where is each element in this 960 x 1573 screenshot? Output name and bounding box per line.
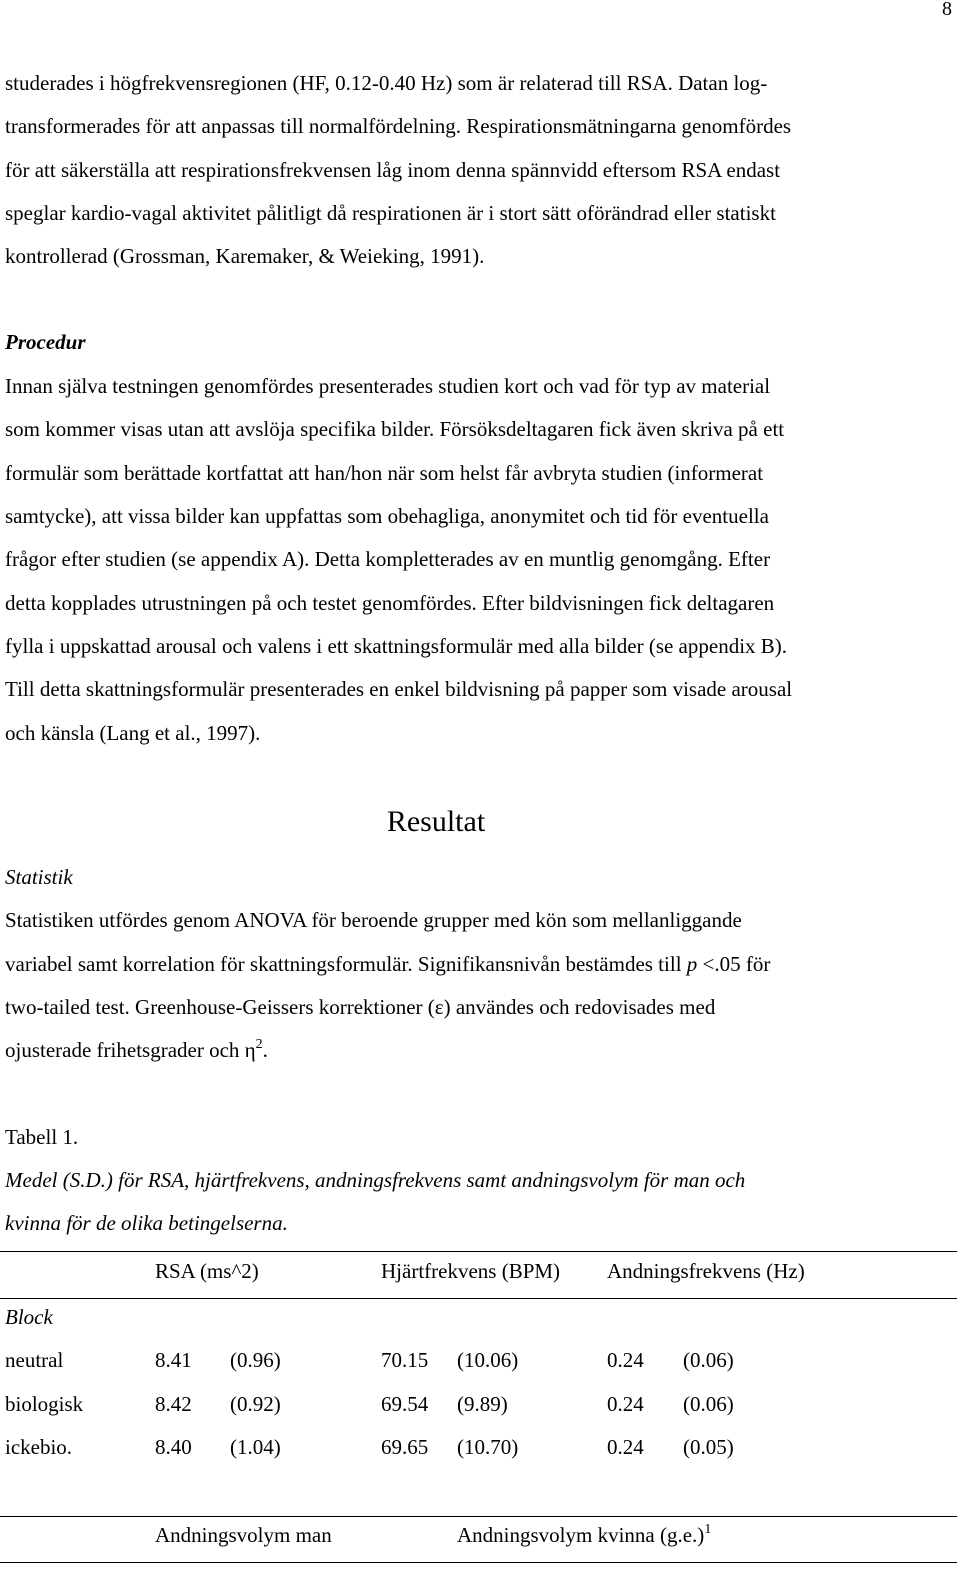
rsa-mean: 8.40 (155, 1435, 192, 1459)
table-bottom-rule (0, 1562, 957, 1563)
rf-mean: 0.24 (607, 1348, 644, 1372)
column-header-respiration-rate: Andningsfrekvens (Hz) (607, 1259, 805, 1283)
rsa-sd: (0.92) (230, 1392, 281, 1416)
text-line: two-tailed test. Greenhouse-Geissers korrektioner (ε) användes och redovisades med (5, 995, 716, 1019)
text-line: frågor efter studien (se appendix A). Detta kompletterades av en muntlig genomgång. Efter (5, 547, 771, 571)
footnote-marker: 1 (704, 1522, 712, 1537)
table-header-rule (0, 1298, 957, 1299)
hr-sd: (9.89) (457, 1392, 508, 1416)
text-line: kontrollerad (Grossman, Karemaker, & Weieking, 1991). (5, 244, 485, 268)
rsa-mean: 8.42 (155, 1392, 192, 1416)
column-header-volume-woman (457, 1523, 711, 1548)
row-label: ickebio. (5, 1435, 73, 1459)
table-top-rule (0, 1251, 957, 1252)
table-label: Tabell 1. (5, 1125, 79, 1149)
superscript: 2 (255, 1037, 263, 1052)
text-line: Innan själva testningen genomfördes presenterades studien kort och vad för typ av material (5, 374, 771, 398)
text-line: detta kopplades utrustningen på och testet genomfördes. Efter bildvisningen fick deltagaren (5, 591, 775, 615)
block-label: Block (5, 1305, 53, 1329)
table-caption-line: Medel (S.D.) för RSA, hjärtfrekvens, andningsfrekvens samt andningsvolym för man och (5, 1168, 746, 1192)
text-line (5, 1029, 955, 1072)
hr-mean: 70.15 (381, 1348, 429, 1372)
row-label: neutral (5, 1348, 64, 1372)
rsa-sd: (1.04) (230, 1435, 281, 1459)
rf-mean: 0.24 (607, 1392, 644, 1416)
hr-sd: (10.70) (457, 1435, 519, 1459)
text-line: speglar kardio-vagal aktivitet pålitligt då respirationen är i stort sätt oförändrad eller statiskt (5, 201, 776, 225)
header-text: Andningsvolym kvinna (g.e.) (457, 1523, 705, 1547)
rf-sd: (0.06) (683, 1348, 734, 1372)
statistics-heading: Statistik (5, 865, 73, 889)
p-symbol: p (686, 952, 698, 976)
rf-sd: (0.05) (683, 1435, 734, 1459)
table-section-rule (0, 1516, 957, 1517)
column-header-rsa: RSA (ms^2) (155, 1259, 259, 1283)
text-line: studerades i högfrekvensregionen (HF, 0.12-0.40 Hz) som är relaterad till RSA. Datan log- (5, 71, 768, 95)
rf-mean: 0.24 (607, 1435, 644, 1459)
text-line: för att säkerställa att respirationsfrekvensen låg inom denna spännvidd eftersom RSA endast (5, 158, 781, 182)
text-segment: variabel samt korrelation för skattningsformulär. Signifikansnivån bestämdes till (5, 952, 687, 976)
hr-mean: 69.65 (381, 1435, 429, 1459)
procedure-heading: Procedur (5, 330, 86, 354)
column-header-volume-man: Andningsvolym man (155, 1523, 332, 1547)
rf-sd: (0.06) (683, 1392, 734, 1416)
text-line (5, 943, 955, 986)
text-segment: . (262, 1038, 268, 1062)
text-line: fylla i uppskattad arousal och valens i ett skattningsformulär med alla bilder (se appendix B). (5, 634, 788, 658)
rsa-mean: 8.41 (155, 1348, 192, 1372)
table-caption-line: kvinna för de olika betingelserna. (5, 1211, 288, 1235)
text-line: Statistiken utfördes genom ANOVA för beroende grupper med kön som mellanliggande (5, 908, 742, 932)
page-number: 8 (942, 0, 952, 20)
text-line: Till detta skattningsformulär presenterades en enkel bildvisning på papper som visade arousal (5, 677, 793, 701)
text-line: formulär som berättade kortfattat att han/hon när som helst får avbryta studien (informerat (5, 461, 764, 485)
row-label: biologisk (5, 1392, 84, 1416)
rsa-sd: (0.96) (230, 1348, 281, 1372)
text-segment: ojusterade frihetsgrader och η (5, 1038, 256, 1062)
text-line: och känsla (Lang et al., 1997). (5, 721, 261, 745)
text-line: transformerades för att anpassas till normalfördelning. Respirationsmätningarna genomfördes (5, 114, 792, 138)
text-line: samtycke), att vissa bilder kan uppfattas som obehagliga, anonymitet och tid för eventuella (5, 504, 769, 528)
hr-mean: 69.54 (381, 1392, 429, 1416)
text-line: som kommer visas utan att avslöja specifika bilder. Försöksdeltagaren fick även skriva på ett (5, 417, 785, 441)
results-title: Resultat (386, 805, 486, 838)
column-header-heart-rate: Hjärtfrekvens (BPM) (381, 1259, 561, 1283)
hr-sd: (10.06) (457, 1348, 519, 1372)
text-segment: <.05 för (697, 952, 771, 976)
